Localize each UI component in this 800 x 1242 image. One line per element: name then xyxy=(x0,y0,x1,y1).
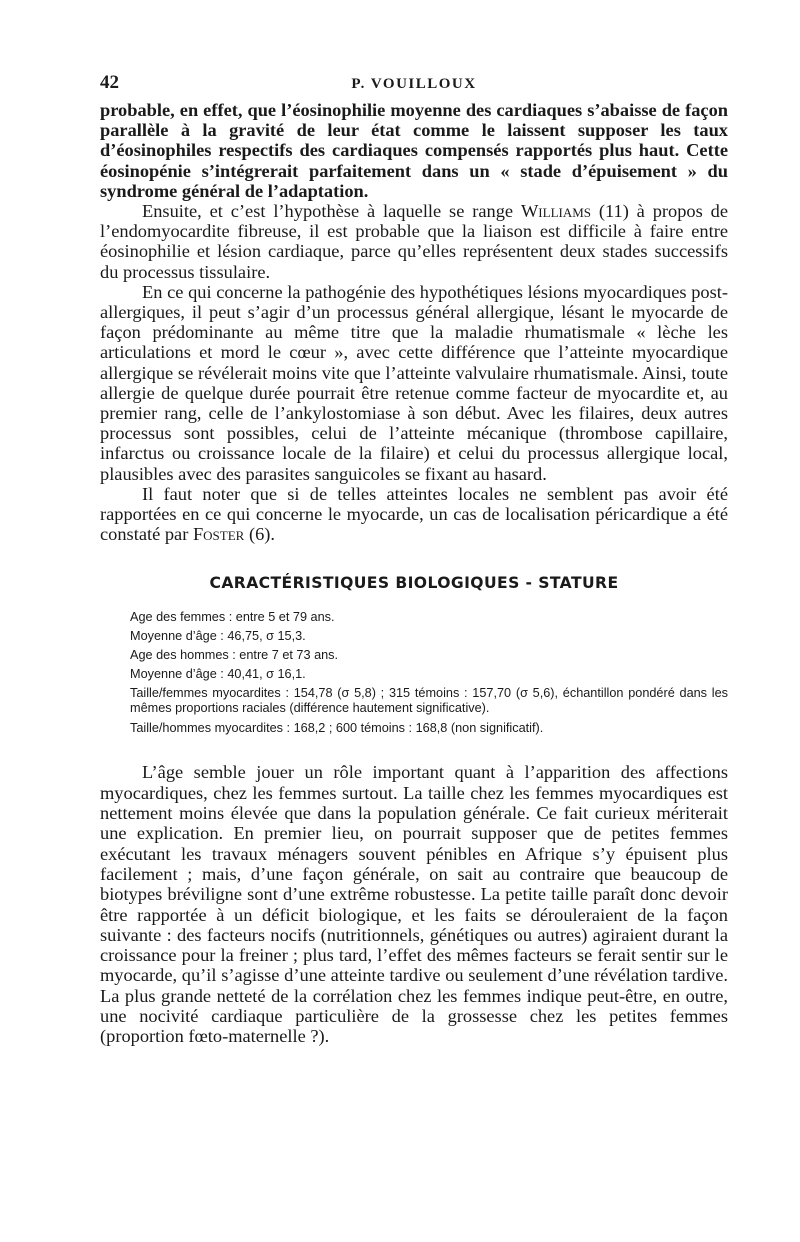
stats-block xyxy=(100,610,728,736)
paragraph-williams-after: (11) à propos de l’endomyocardite fibreuse, il est probable que la liaison est difficile à faire entre éosinophilie et lésion cardiaque, parce qu’elles représentent deux stades successifs du processus tissulaire. xyxy=(100,201,728,282)
paragraph-age: L’âge semble jouer un rôle important quant à l’apparition des affections myocardiques, chez les femmes surtout. La taille chez les femmes myocardiques est nettement moins élevée que dans la population générale. Ce fait curieux mériterait une explication. En premier lieu, on pourrait supposer que de petites femmes exécutant les travaux ménagers souvent pénibles en Afrique s’y épuisent plus facilement ; mais, d’une façon générale, on sait au contraire que beaucoup de biotypes bréviligne sont d’une extrême robustesse. La petite taille paraît donc devoir être rapportée à un déficit biologique, et les faits se dérouleraient de la façon suivante : des facteurs nocifs (nutritionnels, génétiques ou autres) agiraient durant la croissance pour la freiner ; plus tard, l’effet des mêmes facteurs se ferait sentir sur le myocarde, qu’il s’agisse d’une atteinte tardive ou seulement d’une révélation tardive. La plus grande netteté de la corrélation chez les femmes indique peut-être, en outre, une nocivité cardiaque particulière de la grossesse chez les petites femmes (proportion fœto-maternelle ?). xyxy=(100,762,728,1047)
stat-line-age-femmes: Age des femmes : entre 5 et 79 ans. xyxy=(130,610,335,625)
section-heading: CARACTÉRISTIQUES BIOLOGIQUES - STATURE xyxy=(209,574,619,593)
author-williams: Williams xyxy=(520,201,592,222)
running-head: P. VOUILLOUX xyxy=(351,76,477,92)
paragraph-williams-before: Ensuite, et c’est l’hypothèse à laquelle se range xyxy=(142,201,521,222)
stat-line-taille-hommes: Taille/hommes myocardites : 168,2 ; 600 témoins : 168,8 (non significatif). xyxy=(130,721,544,736)
stat-line-moyenne-hommes: Moyenne d’âge : 40,41, σ 16,1. xyxy=(130,667,306,682)
paragraph-foster-after: (6). xyxy=(244,524,275,545)
author-foster: Foster xyxy=(192,524,245,545)
stat-line-age-hommes: Age des hommes : entre 7 et 73 ans. xyxy=(130,648,339,663)
page-number: 42 xyxy=(100,72,119,93)
paragraph-continuation: probable, en effet, que l’éosinophilie moyenne des cardiaques s’abaisse de façon parallèle à la gravité de leur état comme le laissent supposer les taux d’éosinophiles respectifs des cardiaques compensés rapportés plus haut. Cette éosinopénie s’intégrerait parfaitement dans un « stade d’épuisement » du syndrome général de l’adaptation. xyxy=(100,100,728,201)
page-header xyxy=(100,72,728,100)
page xyxy=(100,72,728,1047)
paragraph-foster xyxy=(100,484,728,545)
paragraph-pathogenie: En ce qui concerne la pathogénie des hypothétiques lésions myocardiques post-allergiques, il peut s’agir d’un processus général allergique, lésant le myocarde de façon prédominante au même titre que la maladie rhumatismale « lèche les articulations et mord le cœur », avec cette différence que l’atteinte myocardique allergique se révélerait moins vite que l’atteinte valvulaire rhumatismale. Ainsi, toute allergie de quelque durée pourrait être retenue comme facteur de myocardite et, au premier rang, celle de l’ankylostomiase à son début. Avec les filaires, deux autres processus sont possibles, celui de l’atteinte mécanique (thrombose capillaire, infarctus ou croissance locale de la filaire) et celui du processus allergique local, plausibles avec des parasites sanguicoles se fixant au hasard. xyxy=(100,281,728,484)
stat-line-taille-femmes: Taille/femmes myocardites : 154,78 (σ 5,8) ; 315 témoins : 157,70 (σ 5,6), échantillon pondéré dans les mêmes proportions raciales (différence hautement significative). xyxy=(130,686,728,716)
paragraph-williams xyxy=(100,201,728,282)
body-text-bottom xyxy=(100,762,728,1046)
body-text-top xyxy=(100,100,728,544)
stat-line-moyenne-femmes: Moyenne d’âge : 46,75, σ 15,3. xyxy=(130,629,306,644)
paragraph-foster-before: Il faut noter que si de telles atteintes locales ne semblent pas avoir été rapportées en ce qui concerne le myocarde, un cas de localisation péricardique a été constaté par xyxy=(100,483,728,545)
